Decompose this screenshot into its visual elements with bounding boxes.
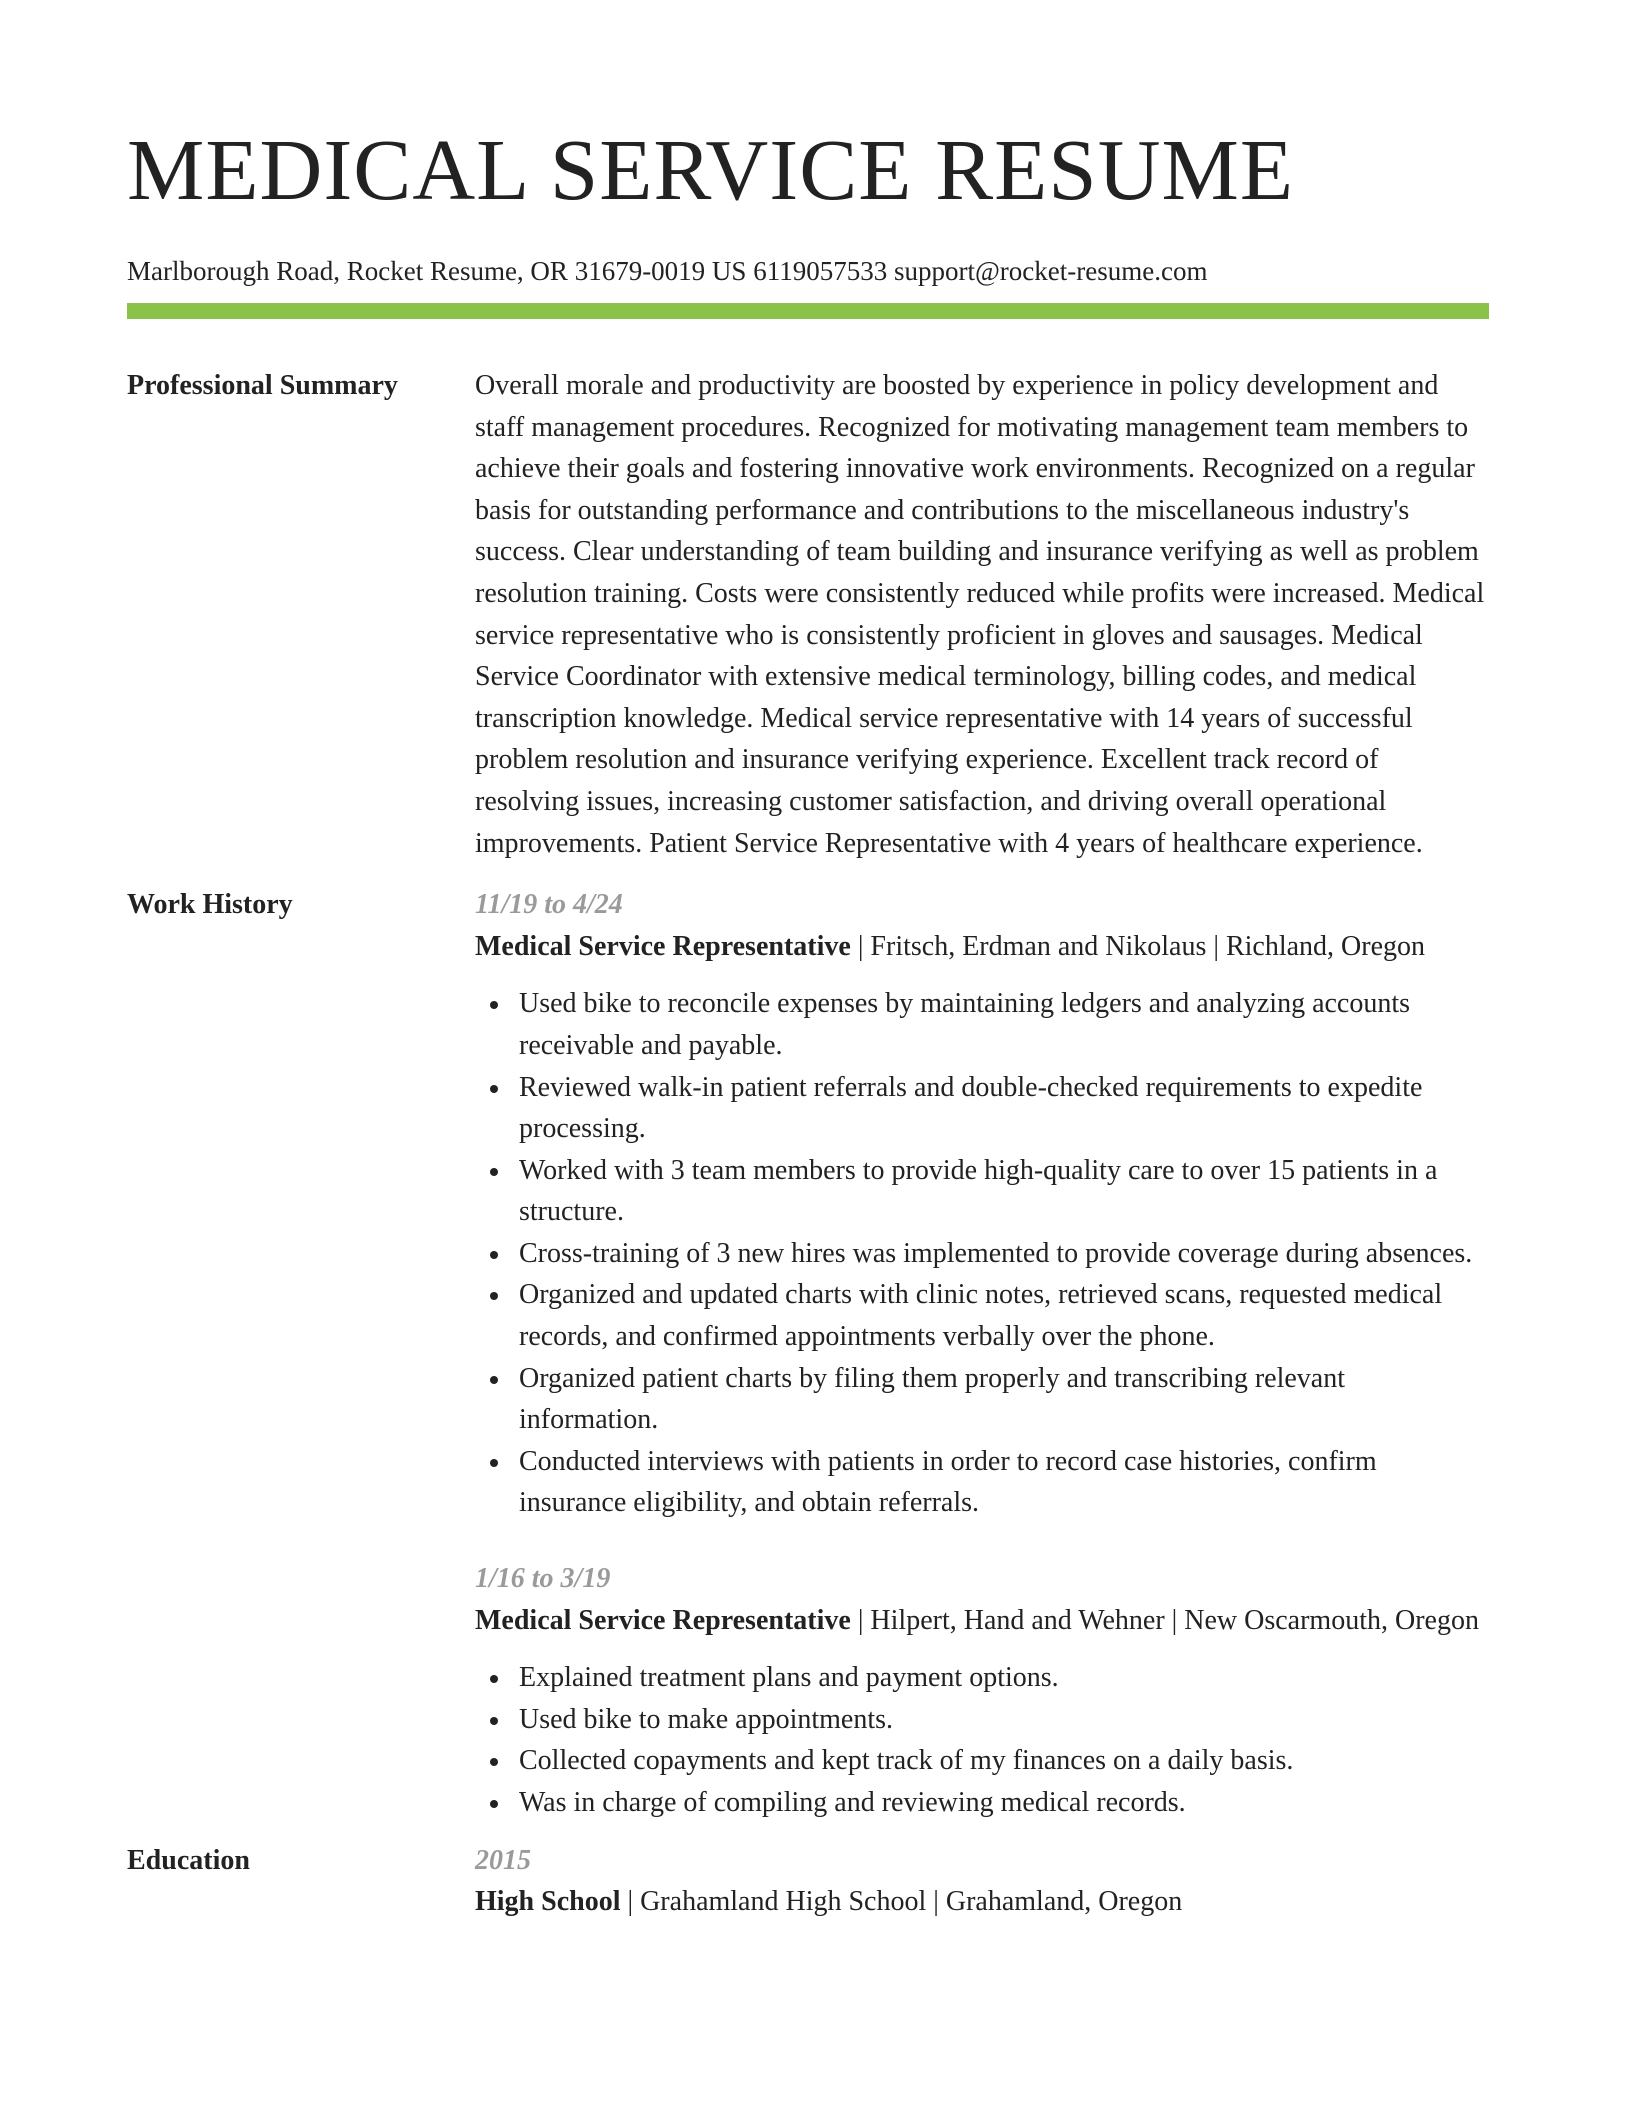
job-title: Medical Service Representative: [475, 1604, 851, 1636]
education-year: 2015: [475, 1844, 531, 1876]
job-title: Medical Service Representative: [475, 930, 851, 962]
summary-section: [127, 365, 1505, 864]
summary-heading: Professional Summary: [127, 370, 398, 401]
job-bullet: Collected copayments and kept track of my finances on a daily basis.: [475, 1740, 1489, 1782]
job-bullets: [475, 983, 1489, 1524]
job-bullet: Used bike to make appointments.: [475, 1699, 1489, 1741]
job-details: | Hilpert, Hand and Wehner | New Oscarmouth, Oregon: [850, 1604, 1479, 1636]
contact-line: Marlborough Road, Rocket Resume, OR 31679-0019 US 6119057533 support@rocket-resume.com: [127, 256, 1208, 286]
education-heading-line: [475, 1881, 1489, 1923]
resume-title: MEDICAL SERVICE RESUME: [127, 121, 1295, 218]
job-bullets: [475, 1657, 1489, 1823]
education-details: | Grahamland High School | Grahamland, Oregon: [620, 1886, 1183, 1918]
job-bullet: Reviewed walk-in patient referrals and double-checked requirements to expedite processing.: [475, 1067, 1489, 1150]
job-bullet: Conducted interviews with patients in order to record case histories, confirm insurance eligibility, and obtain referrals.: [475, 1441, 1489, 1524]
job-bullet: Organized and updated charts with clinic notes, retrieved scans, requested medical records, and confirmed appointments verbally over the phone.: [475, 1274, 1489, 1357]
education-section: [127, 1840, 1505, 1923]
job-entry: [475, 1558, 1489, 1824]
job-bullet: Cross-training of 3 new hires was implemented to provide coverage during absences.: [475, 1233, 1489, 1275]
job-bullet: Explained treatment plans and payment options.: [475, 1657, 1489, 1699]
job-dates: 11/19 to 4/24: [475, 889, 623, 921]
job-bullet: Was in charge of compiling and reviewing medical records.: [475, 1782, 1489, 1824]
job-entry: [475, 884, 1489, 1524]
work-history-section: [127, 884, 1505, 1823]
job-details: | Fritsch, Erdman and Nikolaus | Richland, Oregon: [850, 930, 1426, 962]
education-degree: High School: [475, 1886, 621, 1918]
job-bullet: Organized patient charts by filing them properly and transcribing relevant information.: [475, 1358, 1489, 1441]
job-bullet: Worked with 3 team members to provide high-quality care to over 15 patients in a structure.: [475, 1150, 1489, 1233]
accent-divider: [127, 303, 1489, 319]
job-bullet: Used bike to reconcile expenses by maintaining ledgers and analyzing accounts receivable and payable.: [475, 983, 1489, 1066]
education-heading: Education: [127, 1844, 250, 1876]
job-heading: [475, 926, 1489, 968]
job-dates: 1/16 to 3/19: [475, 1563, 611, 1595]
job-heading: [475, 1600, 1489, 1642]
work-history-heading: Work History: [127, 889, 293, 921]
summary-text: Overall morale and productivity are boosted by experience in policy development and staff management procedures. Recognized for motivating management team members to achieve their goals and fostering innovative work environments. Recognized on a regular basis for outstanding performance and contributions to the miscellaneous industry's success. Clear understanding of team building and insurance verifying as well as problem resolution training. Costs were consistently reduced while profits were increased. Medical service representative who is consistently proficient in gloves and sausages. Medical Service Coordinator with extensive medical terminology, billing codes, and medical transcription knowledge. Medical service representative with 14 years of successful problem resolution and insurance verifying experience. Excellent track record of resolving issues, increasing customer satisfaction, and driving overall operational improvements. Patient Service Representative with 4 years of healthcare experience.: [475, 370, 1485, 859]
